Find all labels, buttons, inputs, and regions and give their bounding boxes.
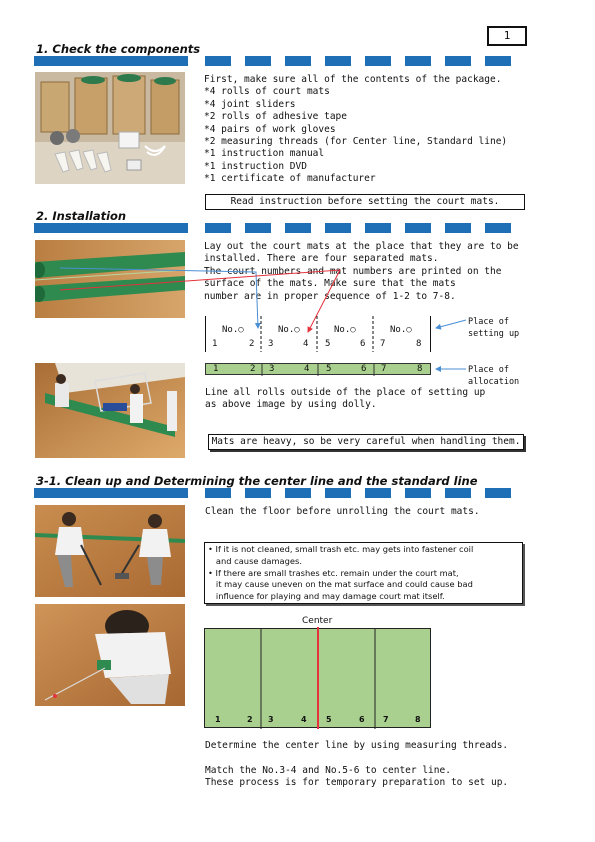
component-item: *1 certificate of manufacturer <box>204 173 376 185</box>
section2-heading: 2. Installation <box>36 209 127 223</box>
mat-number: 6 <box>360 339 366 349</box>
bottom-text: These process is for temporary preparation to set up. <box>205 777 509 789</box>
component-item: *2 rolls of adhesive tape <box>204 111 347 123</box>
mat-number: 5 <box>325 339 331 349</box>
mat-no-label: No.○ <box>334 325 356 335</box>
center-label: Center <box>302 616 333 626</box>
installation-line: Lay out the court mats at the place that they are to be <box>204 241 519 252</box>
big-mat-number: 5 <box>326 715 332 724</box>
section3-bar <box>34 488 188 498</box>
strip-number: 1 <box>213 364 219 374</box>
mat-number: 7 <box>380 339 386 349</box>
bottom-text: Match the No.3-4 and No.5-6 to center line. <box>205 764 451 776</box>
mat-number: 2 <box>249 339 255 349</box>
section3-heading: 3-1. Clean up and Determining the center line and the standard line <box>36 474 478 488</box>
bullet-line: • If it is not cleaned, small trash etc. may gets into fastener coil <box>208 544 474 554</box>
mat-number: 1 <box>212 339 218 349</box>
heavy-mats-warning: Mats are heavy, so be very careful when handling them. <box>208 434 524 450</box>
mat-number: 8 <box>416 339 422 349</box>
read-instruction-note: Read instruction before setting the court mats. <box>205 194 525 210</box>
installation-line: installed. There are four separated mats. <box>204 253 439 265</box>
big-mat-number: 7 <box>383 715 389 724</box>
component-item: *1 instruction DVD <box>204 160 307 172</box>
bullet-line: it may cause uneven on the mat surface and could cause bad <box>208 579 473 590</box>
strip-number: 3 <box>269 364 275 374</box>
measuring-photo <box>35 604 185 706</box>
installation-line: number are in proper sequence of 1-2 to 7-8. <box>204 290 456 302</box>
mat-no-label: No.○ <box>222 325 244 335</box>
allocation-label: Place of allocation <box>468 365 520 387</box>
clean-floor-text: Clean the floor before unrolling the court mats. <box>205 506 480 517</box>
section1-heading: 1. Check the components <box>36 42 201 56</box>
mat-number: 4 <box>303 339 309 349</box>
section3-dashes <box>205 488 511 498</box>
mat-no-label: No.○ <box>278 325 300 335</box>
big-mat-number: 4 <box>301 715 307 724</box>
strip-number: 8 <box>417 364 423 374</box>
component-item: *2 measuring threads (for Center line, Standard line) <box>204 136 508 147</box>
mat-no-label: No.○ <box>390 325 412 335</box>
bullet-line: • If there are small trashes etc. remain under the court mat, <box>208 567 459 578</box>
big-mat-number: 8 <box>415 715 421 724</box>
cleaning-warning-box <box>204 542 523 604</box>
installation-line: surface of the mats. Make sure that the mats <box>204 278 456 290</box>
section1-intro: First, make sure all of the contents of the package. <box>204 74 502 85</box>
cleaning-photo <box>35 505 185 597</box>
strip-number: 2 <box>250 364 256 374</box>
page-number: 1 <box>487 26 527 46</box>
line-rolls-text: Line all rolls outside of the place of setting up <box>205 387 486 398</box>
big-mat-number: 1 <box>215 715 221 724</box>
setting-up-label: Place of setting up <box>468 317 520 339</box>
bullet-line: and cause damages. <box>208 555 302 566</box>
component-item: *4 joint sliders <box>204 98 296 110</box>
component-item: *1 instruction manual <box>204 148 325 160</box>
strip-number: 6 <box>361 364 367 374</box>
component-item: *4 rolls of court mats <box>204 86 330 98</box>
mat-number: 3 <box>268 339 274 349</box>
installation-line: The court numbers and mat numbers are printed on the <box>204 265 502 277</box>
big-mat-number: 6 <box>359 715 365 724</box>
bottom-text: Determine the center line by using measuring threads. <box>205 740 509 751</box>
center-line <box>317 627 319 729</box>
strip-number: 5 <box>326 364 332 374</box>
dolly-photo <box>35 363 185 458</box>
big-mat-number: 2 <box>247 715 253 724</box>
strip-number: 4 <box>304 364 310 374</box>
bullet-line: influence for playing and may damage court mat itself. <box>208 591 445 602</box>
big-mat-number: 3 <box>268 715 274 724</box>
component-item: *4 pairs of work gloves <box>204 123 336 135</box>
line-rolls-text: as above image by using dolly. <box>205 399 377 411</box>
strip-number: 7 <box>381 364 387 374</box>
